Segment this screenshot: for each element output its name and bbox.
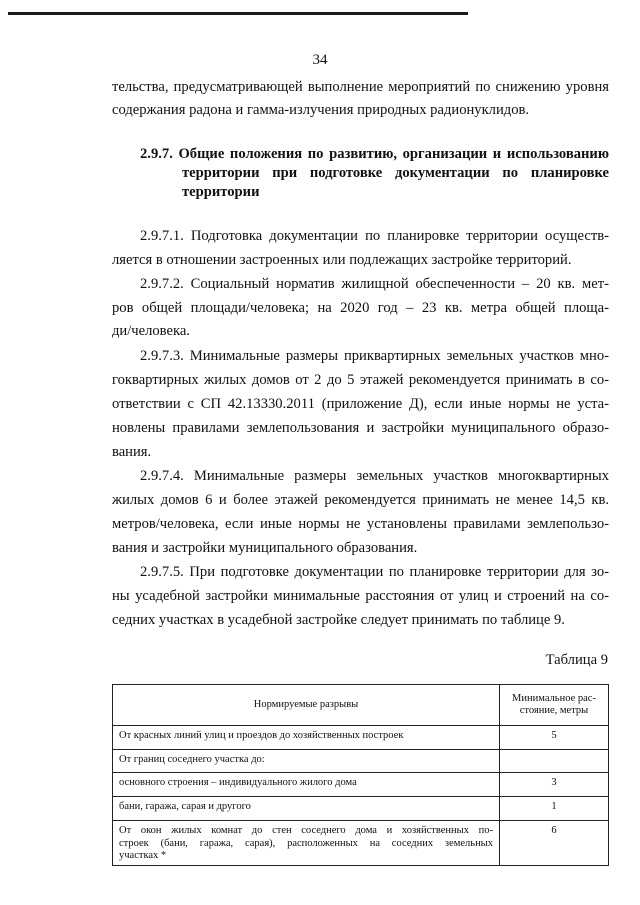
paragraph-1-line-2: ляется в отношении застроенных или подлежащих застройке территорий. <box>112 252 572 268</box>
paragraph-3-line-3: ответствии с СП 42.13330.2011 (приложение Д), если иные нормы не уста- <box>112 396 609 412</box>
row-label: От красных линий улиц и проездов до хозяйственных построек <box>113 726 500 750</box>
paragraph-3-line-5: вания. <box>112 444 152 460</box>
top-rule <box>8 12 468 15</box>
table-caption: Таблица 9 <box>545 652 608 668</box>
row-label-line: участках * <box>119 850 167 861</box>
intro-line-2: содержания радона и гамма-излучения природных радионуклидов. <box>112 102 530 118</box>
paragraph-2-line-1: 2.9.7.2. Социальный норматив жилищной обеспеченности – 20 кв. мет- <box>140 276 609 292</box>
table-row <box>113 797 609 821</box>
paragraph-5-line-2: ны усадебной застройки минимальные расстояния от улиц и строений на со- <box>112 588 609 604</box>
page-number: 34 <box>312 52 328 68</box>
table-row <box>113 726 609 750</box>
paragraph-5-line-3: седних участках в усадебной застройке следует принимать по таблице 9. <box>112 612 565 628</box>
section-heading-line-1: 2.9.7. Общие положения по развитию, организации и использованию <box>140 146 609 162</box>
row-value: 5 <box>500 726 609 750</box>
row-label-line: От окон жилых комнат до стен соседнего дома и хозяйственных по- <box>119 825 493 836</box>
header-cell-norms: Нормируемые разрывы <box>113 685 500 726</box>
table-row <box>113 750 609 773</box>
paragraph-2-line-3: ди/человека. <box>112 323 190 339</box>
row-value: 1 <box>500 797 609 821</box>
paragraph-2-line-2: ров общей площади/человека; на 2020 год – 23 кв. метра общей площа- <box>112 300 609 316</box>
paragraph-3-line-4: новлены правилами землепользования и застройки муниципального образо- <box>112 420 609 436</box>
row-label <box>113 821 500 866</box>
distances-table <box>112 684 609 866</box>
table-row <box>113 821 609 866</box>
row-value: 3 <box>500 773 609 797</box>
table-row <box>113 773 609 797</box>
section-heading-line-2: территории при подготовке документации по планировке <box>182 165 609 181</box>
row-value: 6 <box>500 821 609 866</box>
row-label: основного строения – индивидуального жилого дома <box>113 773 500 797</box>
paragraph-4-line-2: жилых домов 6 и более этажей рекомендуется принимать не менее 14,5 кв. <box>112 492 609 508</box>
table-header-row <box>113 685 609 726</box>
paragraph-5-line-1: 2.9.7.5. При подготовке документации по планировке территории для зо- <box>140 564 609 580</box>
paragraph-4-line-3: метров/человека, если иные нормы не установлены правилами землепользо- <box>112 516 609 532</box>
section-heading-line-3: территории <box>182 184 260 200</box>
row-label: бани, гаража, сарая и другого <box>113 797 500 821</box>
row-label-line: строек (бани, гаража, сарая), расположенных на соседних земельных <box>119 837 493 849</box>
paragraph-3-line-2: гоквартирных жилых домов от 2 до 5 этажей рекомендуется принимать в со- <box>112 372 609 388</box>
paragraph-1-line-1: 2.9.7.1. Подготовка документации по планировке территории осуществ- <box>140 228 609 244</box>
row-value <box>500 750 609 773</box>
paragraph-3-line-1: 2.9.7.3. Минимальные размеры приквартирных земельных участков мно- <box>140 348 609 364</box>
header-cell-min-distance: Минимальное рас-стояние, метры <box>500 685 609 726</box>
row-label: От границ соседнего участка до: <box>113 750 500 773</box>
paragraph-4-line-4: вания и застройки муниципального образования. <box>112 540 418 556</box>
intro-line-1: тельства, предусматривающей выполнение мероприятий по снижению уровня <box>112 79 609 95</box>
paragraph-4-line-1: 2.9.7.4. Минимальные размеры земельных участков многоквартирных <box>140 468 609 484</box>
